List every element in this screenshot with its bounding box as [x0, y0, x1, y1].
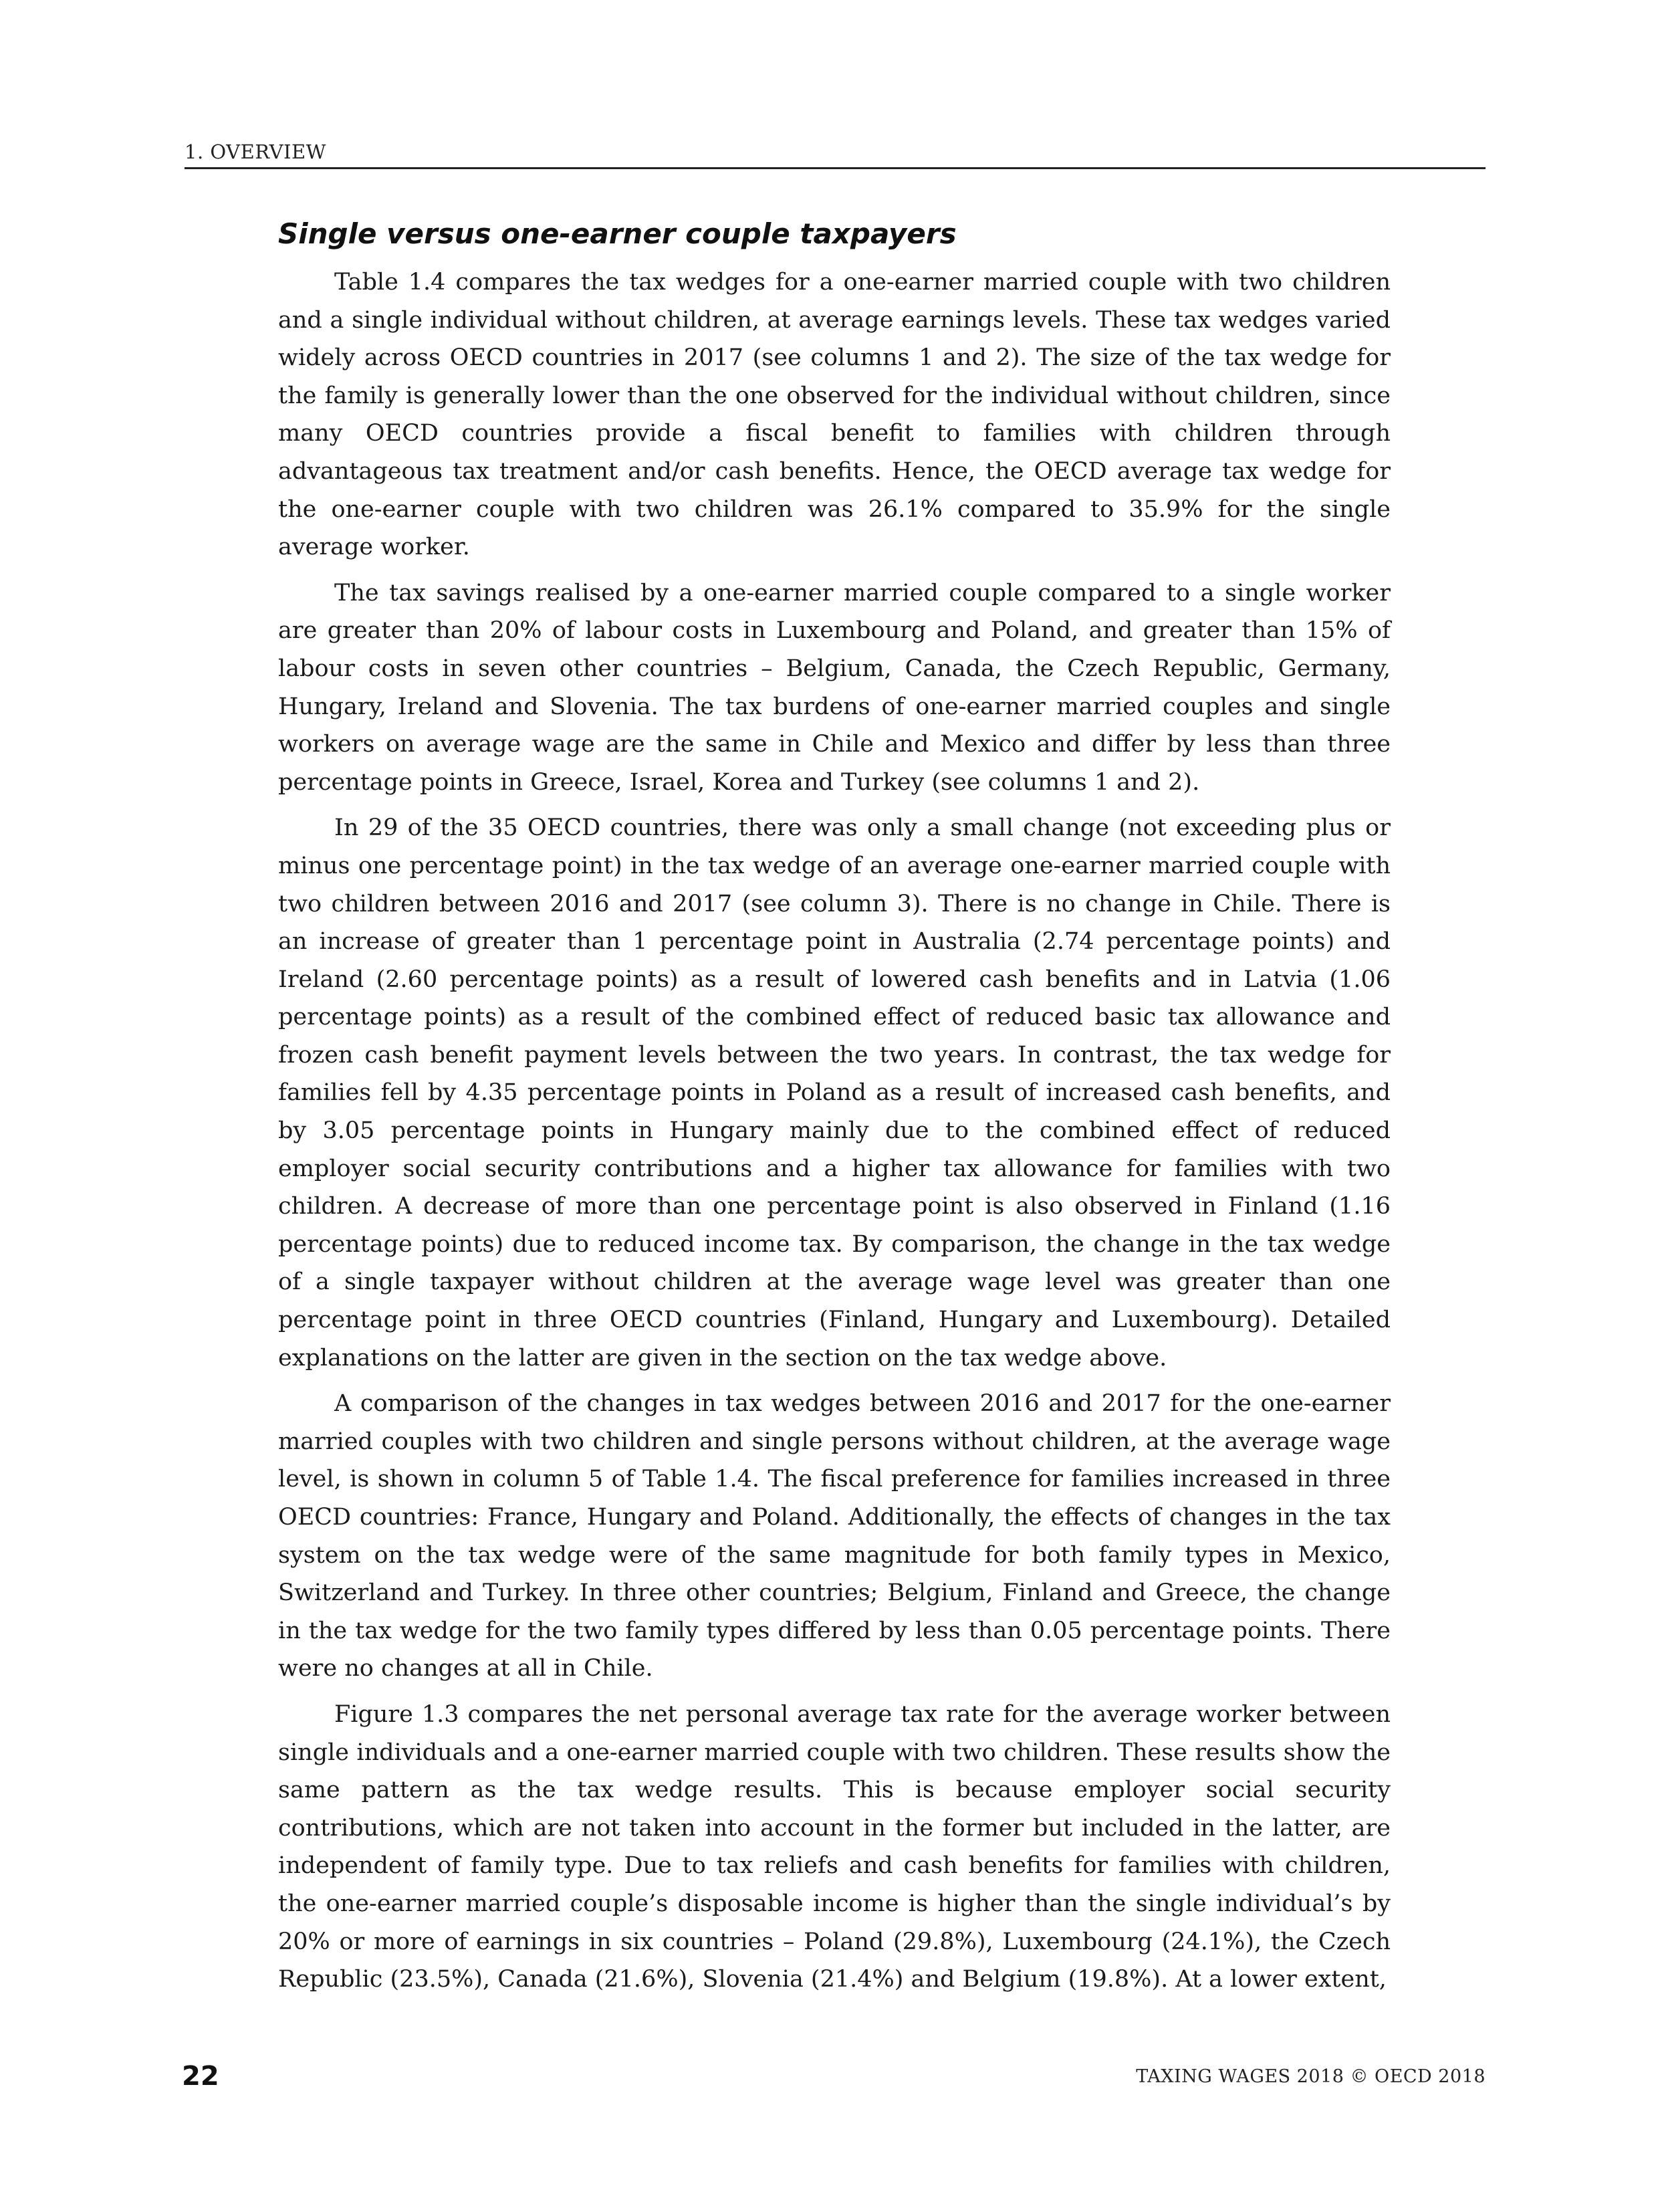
body-paragraph: A comparison of the changes in tax wedges between 2016 and 2017 for the one-earner married couples with two children and single persons without children, at the average wage level, is shown in column 5 of Table 1.4. The fiscal preference for families increased in three OECD countries: France, Hungary and Poland. Additionally, the effects of changes in the tax system on the tax wedge were of the same magnitude for both family types in Mexico, Switzerland and Turkey. In three other countries; Belgium, Finland and Greece, the change in the tax wedge for the two family types differed by less than 0.05 percentage points. There were no changes at all in Chile. — [278, 1390, 1391, 1682]
body-paragraph: Table 1.4 compares the tax wedges for a one-earner married couple with two children and a single individual without children, at average earnings levels. These tax wedges varied widely across OECD countries in 2017 (see columns 1 and 2). The size of the tax wedge for the family is generally lower than the one observed for the individual without children, since many OECD countries provide a fiscal benefit to families with children through advantageous tax treatment and/or cash benefits. Hence, the OECD average tax wedge for the one-earner couple with two children was 26.1% compared to 35.9% for the single average worker. — [278, 269, 1391, 561]
body-paragraph: Figure 1.3 compares the net personal average tax rate for the average worker between single individuals and a one-earner married couple with two children. These results show the same pattern as the tax wedge results. This is because employer social security contributions, which are not taken into account in the former but included in the latter, are independent of family type. Due to tax reliefs and cash benefits for families with children, the one-earner married couple’s disposable income is higher than the single individual’s by 20% or more of earnings in six countries – Poland (29.8%), Luxembourg (24.1%), the Czech Republic (23.5%), Canada (21.6%), Slovenia (21.4%) and Belgium (19.8%). At a lower extent, — [278, 1700, 1391, 1993]
running-header — [185, 138, 1486, 169]
running-footer: TAXING WAGES 2018 © OECD 2018 — [1136, 2066, 1486, 2087]
page-number: 22 — [182, 2061, 219, 2092]
body-paragraph: In 29 of the 35 OECD countries, there was only a small change (not exceeding plus or minus one percentage point) in the tax wedge of an average one-earner married couple with two children between 2016 and 2017 (see column 3). There is no change in Chile. There is an increase of greater than 1 percentage point in Australia (2.74 percentage points) and Ireland (2.60 percentage points) as a result of lowered cash benefits and in Latvia (1.06 percentage points) as a result of the combined effect of reduced basic tax allowance and frozen cash benefit payment levels between the two years. In contrast, the tax wedge for families fell by 4.35 percentage points in Poland as a result of increased cash benefits, and by 3.05 percentage points in Hungary mainly due to the combined effect of reduced employer social security contributions and a higher tax allowance for families with two children. A decrease of more than one percentage point is also observed in Finland (1.16 percentage points) due to reduced income tax. By comparison, the change in the tax wedge of a single taxpayer without children at the average wage level was greater than one percentage point in three OECD countries (Finland, Hungary and Luxembourg). Detailed explanations on the latter are given in the section on the tax wedge above. — [278, 814, 1391, 1371]
main-content — [278, 215, 1391, 2007]
body-paragraph: The tax savings realised by a one-earner married couple compared to a single worker are greater than 20% of labour costs in Luxembourg and Poland, and greater than 15% of labour costs in seven other countries – Belgium, Canada, the Czech Republic, Germany, Hungary, Ireland and Slovenia. The tax burdens of one-earner married couples and single workers on average wage are the same in Chile and Mexico and differ by less than three percentage points in Greece, Israel, Korea and Turkey (see columns 1 and 2). — [278, 579, 1391, 796]
chapter-label: 1. OVERVIEW — [185, 140, 326, 163]
section-title: Single versus one-earner couple taxpayers — [278, 217, 957, 250]
